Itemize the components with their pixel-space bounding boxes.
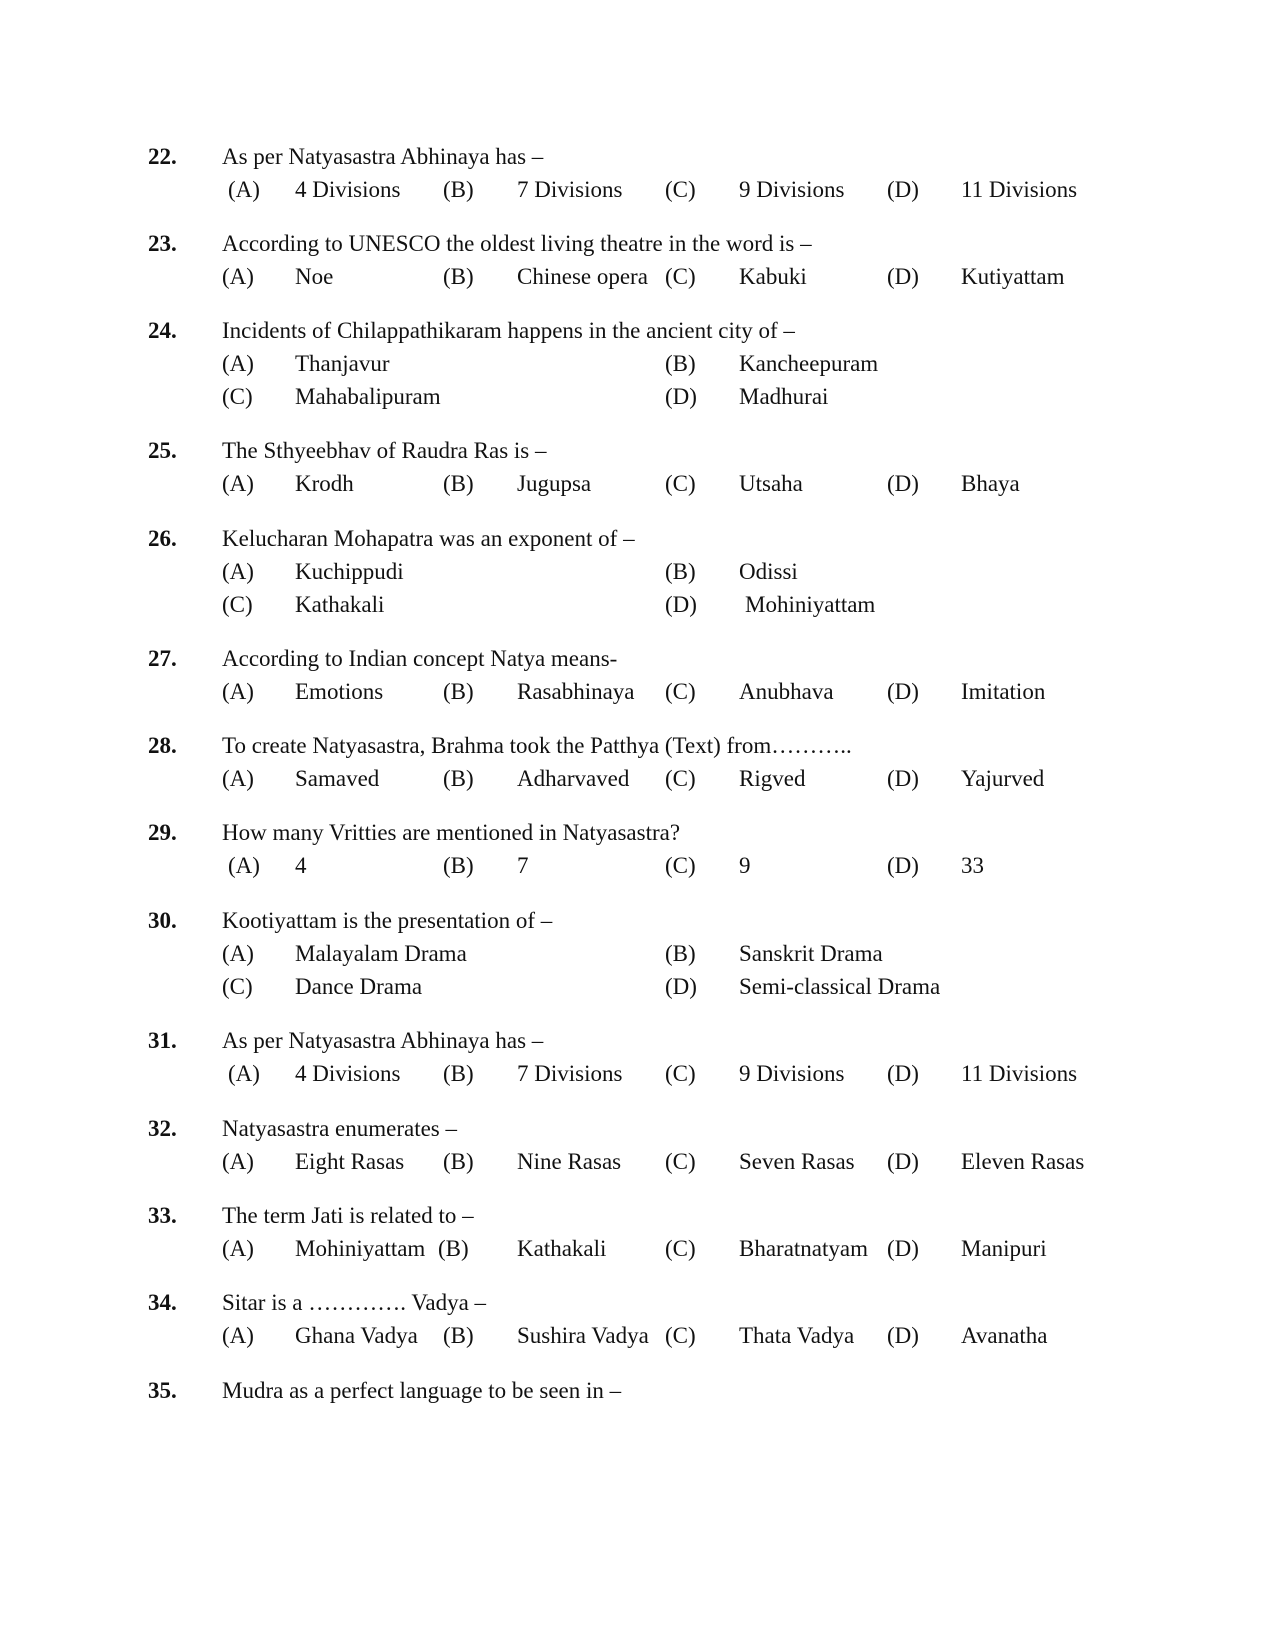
option-d-label: (D) xyxy=(887,679,919,704)
option-d-label: (D) xyxy=(887,1236,919,1261)
option-b-text: Nine Rasas xyxy=(517,1149,622,1174)
question-number: 35. xyxy=(148,1378,177,1403)
option-b-text: 7 xyxy=(517,853,529,878)
option-d-label: (D) xyxy=(887,177,919,202)
option-d-text: Avanatha xyxy=(961,1323,1048,1348)
option-a-label: (A) xyxy=(228,853,260,878)
question-text: Kelucharan Mohapatra was an exponent of – xyxy=(222,526,635,551)
option-a-label: (A) xyxy=(222,766,254,791)
option-c-text: Rigved xyxy=(739,766,806,791)
option-a-text: Mohiniyattam xyxy=(295,1236,426,1261)
option-d-label: (D) xyxy=(665,592,697,617)
option-b-label: (B) xyxy=(438,1236,469,1261)
question-text: According to Indian concept Natya means- xyxy=(222,646,618,671)
option-c-label: (C) xyxy=(665,1236,696,1261)
option-b-text: Kathakali xyxy=(517,1236,607,1261)
option-a-label: (A) xyxy=(222,264,254,289)
option-a-text: Eight Rasas xyxy=(295,1149,405,1174)
option-b-text: 7 Divisions xyxy=(517,177,623,202)
option-c-label: (C) xyxy=(665,1323,696,1348)
option-a-label: (A) xyxy=(222,679,254,704)
option-a-text: Noe xyxy=(295,264,334,289)
question-text: The Sthyeebhav of Raudra Ras is – xyxy=(222,438,547,463)
option-b-text: Odissi xyxy=(739,559,798,584)
option-c-text: Bharatnatyam xyxy=(739,1236,869,1261)
option-d-text: Imitation xyxy=(961,679,1046,704)
option-c-text: Anubhava xyxy=(739,679,834,704)
option-b-text: Jugupsa xyxy=(517,471,592,496)
option-a-text: Thanjavur xyxy=(295,351,390,376)
option-d-text: Mohiniyattam xyxy=(745,592,876,617)
option-b-label: (B) xyxy=(443,1149,474,1174)
option-d-text: 11 Divisions xyxy=(961,177,1078,202)
option-b-text: Adharvaved xyxy=(517,766,630,791)
question-text: To create Natyasastra, Brahma took the Patthya (Text) from……….. xyxy=(222,733,852,758)
question-number: 24. xyxy=(148,318,177,343)
question-number: 31. xyxy=(148,1028,177,1053)
question-number: 33. xyxy=(148,1203,177,1228)
option-a-label: (A) xyxy=(222,1149,254,1174)
option-a-text: Ghana Vadya xyxy=(295,1323,418,1348)
question-text: Sitar is a …………. Vadya – xyxy=(222,1290,487,1315)
option-b-text: Kancheepuram xyxy=(739,351,879,376)
option-c-text: Kathakali xyxy=(295,592,385,617)
question-number: 27. xyxy=(148,646,177,671)
option-d-text: Madhurai xyxy=(739,384,829,409)
option-d-text: Kutiyattam xyxy=(961,264,1065,289)
option-b-label: (B) xyxy=(443,1061,474,1086)
option-d-text: Bhaya xyxy=(961,471,1020,496)
option-d-text: Eleven Rasas xyxy=(961,1149,1085,1174)
option-b-label: (B) xyxy=(665,941,696,966)
option-a-text: 4 xyxy=(295,853,307,878)
question-number: 29. xyxy=(148,820,177,845)
option-b-label: (B) xyxy=(665,559,696,584)
option-a-label: (A) xyxy=(222,1323,254,1348)
option-c-label: (C) xyxy=(665,471,696,496)
question-text: Incidents of Chilappathikaram happens in the ancient city of – xyxy=(222,318,795,343)
option-d-label: (D) xyxy=(665,384,697,409)
option-d-text: 33 xyxy=(961,853,984,878)
option-c-label: (C) xyxy=(222,384,253,409)
option-a-text: 4 Divisions xyxy=(295,177,401,202)
option-c-label: (C) xyxy=(222,974,253,999)
option-b-label: (B) xyxy=(443,853,474,878)
option-b-label: (B) xyxy=(443,679,474,704)
option-a-text: 4 Divisions xyxy=(295,1061,401,1086)
option-b-label: (B) xyxy=(443,177,474,202)
option-d-text: Semi-classical Drama xyxy=(739,974,941,999)
question-number: 25. xyxy=(148,438,177,463)
option-b-text: Chinese opera xyxy=(517,264,648,289)
question-text: Kootiyattam is the presentation of – xyxy=(222,908,553,933)
option-d-label: (D) xyxy=(887,471,919,496)
option-b-label: (B) xyxy=(443,471,474,496)
option-d-label: (D) xyxy=(665,974,697,999)
option-c-label: (C) xyxy=(665,1061,696,1086)
option-d-label: (D) xyxy=(887,1149,919,1174)
option-b-text: Sushira Vadya xyxy=(517,1323,649,1348)
option-c-text: 9 Divisions xyxy=(739,1061,845,1086)
option-a-text: Emotions xyxy=(295,679,384,704)
question-text: How many Vritties are mentioned in Natyasastra? xyxy=(222,820,681,845)
option-a-label: (A) xyxy=(222,1236,254,1261)
question-text: Natyasastra enumerates – xyxy=(222,1116,458,1141)
option-a-label: (A) xyxy=(222,941,254,966)
question-number: 34. xyxy=(148,1290,177,1315)
question-number: 28. xyxy=(148,733,177,758)
option-d-label: (D) xyxy=(887,1061,919,1086)
option-c-text: Dance Drama xyxy=(295,974,423,999)
option-c-text: Mahabalipuram xyxy=(295,384,441,409)
option-c-label: (C) xyxy=(665,766,696,791)
option-c-label: (C) xyxy=(222,592,253,617)
option-a-text: Krodh xyxy=(295,471,354,496)
option-c-text: Thata Vadya xyxy=(739,1323,855,1348)
option-d-label: (D) xyxy=(887,264,919,289)
option-a-text: Malayalam Drama xyxy=(295,941,467,966)
option-b-label: (B) xyxy=(443,766,474,791)
option-c-label: (C) xyxy=(665,679,696,704)
option-c-text: 9 Divisions xyxy=(739,177,845,202)
question-number: 22. xyxy=(148,144,177,169)
question-text: Mudra as a perfect language to be seen in – xyxy=(222,1378,622,1403)
question-number: 30. xyxy=(148,908,177,933)
option-c-label: (C) xyxy=(665,1149,696,1174)
option-d-label: (D) xyxy=(887,1323,919,1348)
option-a-label: (A) xyxy=(228,177,260,202)
option-b-label: (B) xyxy=(665,351,696,376)
option-a-label: (A) xyxy=(222,351,254,376)
question-text: As per Natyasastra Abhinaya has – xyxy=(222,1028,544,1053)
option-d-text: 11 Divisions xyxy=(961,1061,1078,1086)
option-b-text: 7 Divisions xyxy=(517,1061,623,1086)
question-number: 26. xyxy=(148,526,177,551)
option-c-text: Utsaha xyxy=(739,471,803,496)
option-a-label: (A) xyxy=(228,1061,260,1086)
option-b-text: Sanskrit Drama xyxy=(739,941,883,966)
option-c-label: (C) xyxy=(665,853,696,878)
question-number: 32. xyxy=(148,1116,177,1141)
option-c-label: (C) xyxy=(665,177,696,202)
option-a-text: Samaved xyxy=(295,766,380,791)
option-d-text: Manipuri xyxy=(961,1236,1047,1261)
option-c-text: Seven Rasas xyxy=(739,1149,855,1174)
option-a-label: (A) xyxy=(222,471,254,496)
option-c-label: (C) xyxy=(665,264,696,289)
question-number: 23. xyxy=(148,231,177,256)
option-d-label: (D) xyxy=(887,853,919,878)
question-text: According to UNESCO the oldest living theatre in the word is – xyxy=(222,231,812,256)
option-b-text: Rasabhinaya xyxy=(517,679,635,704)
option-a-label: (A) xyxy=(222,559,254,584)
option-b-label: (B) xyxy=(443,264,474,289)
option-d-label: (D) xyxy=(887,766,919,791)
option-c-text: 9 xyxy=(739,853,751,878)
option-b-label: (B) xyxy=(443,1323,474,1348)
option-a-text: Kuchippudi xyxy=(295,559,404,584)
question-text: The term Jati is related to – xyxy=(222,1203,474,1228)
option-c-text: Kabuki xyxy=(739,264,807,289)
option-d-text: Yajurved xyxy=(961,766,1045,791)
question-text: As per Natyasastra Abhinaya has – xyxy=(222,144,544,169)
